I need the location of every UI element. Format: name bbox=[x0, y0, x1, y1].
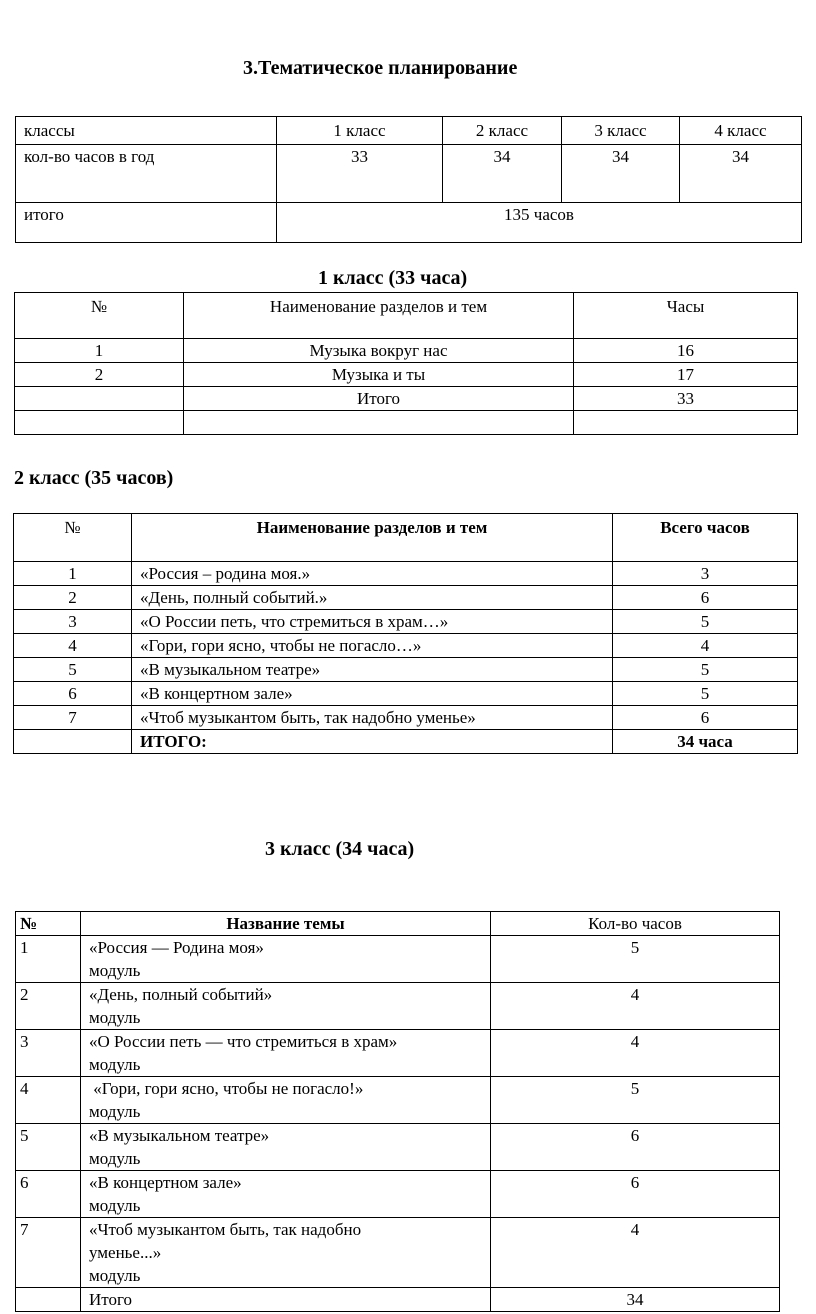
row-name: «День, полный событий» bbox=[89, 985, 273, 1004]
summary-total-label: итого bbox=[16, 203, 277, 243]
grade3-total-hours: 34 bbox=[491, 1288, 780, 1312]
grade2-total-label: ИТОГО: bbox=[132, 730, 613, 754]
row-num: 4 bbox=[14, 634, 132, 658]
row-num: 1 bbox=[16, 936, 81, 983]
row-num: 6 bbox=[14, 682, 132, 706]
table-row bbox=[16, 1030, 780, 1077]
summary-table bbox=[15, 116, 802, 243]
row-num: 2 bbox=[16, 983, 81, 1030]
row-hours: 5 bbox=[491, 936, 780, 983]
row-hours: 3 bbox=[613, 562, 798, 586]
row-num: 5 bbox=[14, 658, 132, 682]
row-num: 7 bbox=[14, 706, 132, 730]
page-title: 3.Тематическое планирование bbox=[243, 57, 518, 79]
table-row bbox=[14, 634, 798, 658]
table-row bbox=[15, 339, 798, 363]
summary-header-row bbox=[16, 117, 802, 145]
grade1-header-num: № bbox=[15, 293, 184, 339]
table-row bbox=[14, 610, 798, 634]
summary-hours-label: кол-во часов в год bbox=[16, 145, 277, 203]
row-name: «О России петь, что стремиться в храм…» bbox=[132, 610, 613, 634]
grade1-total-label: Итого bbox=[184, 387, 574, 411]
row-num: 3 bbox=[16, 1030, 81, 1077]
empty-cell bbox=[184, 411, 574, 435]
row-name: Музыка вокруг нас bbox=[184, 339, 574, 363]
table-row bbox=[16, 1124, 780, 1171]
summary-header-cell: классы bbox=[16, 117, 277, 145]
row-name: «Чтоб музыкантом быть, так надобно уменье» bbox=[132, 706, 613, 730]
grade3-header-num: № bbox=[16, 912, 81, 936]
empty-cell bbox=[574, 411, 798, 435]
summary-total-value: 135 часов bbox=[277, 203, 802, 243]
row-hours: 4 bbox=[491, 1218, 780, 1288]
row-hours: 4 bbox=[613, 634, 798, 658]
summary-header-cell: 3 класс bbox=[562, 117, 680, 145]
row-module: модуль bbox=[89, 1008, 141, 1027]
row-hours: 5 bbox=[613, 658, 798, 682]
empty-cell bbox=[15, 387, 184, 411]
row-hours: 4 bbox=[491, 983, 780, 1030]
row-name: «Россия – родина моя.» bbox=[132, 562, 613, 586]
row-name: «Чтоб музыкантом быть, так надобно bbox=[89, 1220, 362, 1239]
summary-hours-row bbox=[16, 145, 802, 203]
row-num: 1 bbox=[15, 339, 184, 363]
row-hours: 6 bbox=[613, 586, 798, 610]
row-module: модуль bbox=[89, 1055, 141, 1074]
row-num: 5 bbox=[16, 1124, 81, 1171]
summary-hours-cell: 33 bbox=[277, 145, 443, 203]
summary-total-row bbox=[16, 203, 802, 243]
summary-hours-cell: 34 bbox=[680, 145, 802, 203]
grade3-title: 3 класс (34 часа) bbox=[265, 838, 415, 860]
grade1-header-name: Наименование разделов и тем bbox=[184, 293, 574, 339]
row-num: 4 bbox=[16, 1077, 81, 1124]
grade1-table bbox=[14, 292, 798, 435]
row-name: Музыка и ты bbox=[184, 363, 574, 387]
table-row bbox=[15, 363, 798, 387]
empty-row bbox=[15, 411, 798, 435]
row-hours: 5 bbox=[491, 1077, 780, 1124]
row-num: 3 bbox=[14, 610, 132, 634]
grade3-header-name: Название темы bbox=[81, 912, 491, 936]
table-row bbox=[14, 658, 798, 682]
summary-hours-cell: 34 bbox=[443, 145, 562, 203]
grade2-title: 2 класс (35 часов) bbox=[14, 467, 174, 489]
grade3-header-row bbox=[16, 912, 780, 936]
row-module: модуль bbox=[89, 1102, 141, 1121]
table-row bbox=[14, 706, 798, 730]
row-hours: 4 bbox=[491, 1030, 780, 1077]
summary-header-cell: 4 класс bbox=[680, 117, 802, 145]
table-row bbox=[14, 682, 798, 706]
grade3-total-row bbox=[16, 1288, 780, 1312]
row-name: «Россия — Родина моя» bbox=[89, 938, 264, 957]
table-row bbox=[16, 983, 780, 1030]
table-row bbox=[14, 562, 798, 586]
row-name-continued: уменье...» bbox=[89, 1243, 162, 1262]
row-hours: 6 bbox=[491, 1171, 780, 1218]
grade2-header-name: Наименование разделов и тем bbox=[132, 514, 613, 562]
row-hours: 6 bbox=[491, 1124, 780, 1171]
grade2-header-num: № bbox=[14, 514, 132, 562]
table-row bbox=[14, 586, 798, 610]
row-name: «О России петь — что стремиться в храм» bbox=[89, 1032, 398, 1051]
row-hours: 5 bbox=[613, 682, 798, 706]
grade1-total-row bbox=[15, 387, 798, 411]
row-name: «Гори, гори ясно, чтобы не погасло…» bbox=[132, 634, 613, 658]
grade1-header-hours: Часы bbox=[574, 293, 798, 339]
grade2-table bbox=[13, 513, 798, 754]
grade1-title: 1 класс (33 часа) bbox=[318, 267, 468, 289]
table-row bbox=[16, 1171, 780, 1218]
grade3-table bbox=[15, 911, 780, 1312]
empty-cell bbox=[15, 411, 184, 435]
row-module: модуль bbox=[89, 961, 141, 980]
row-name: «В концертном зале» bbox=[132, 682, 613, 706]
summary-header-cell: 2 класс bbox=[443, 117, 562, 145]
row-num: 7 bbox=[16, 1218, 81, 1288]
grade2-total-hours: 34 часа bbox=[613, 730, 798, 754]
row-name: «В концертном зале» bbox=[89, 1173, 242, 1192]
row-name: «Гори, гори ясно, чтобы не погасло!» bbox=[89, 1079, 364, 1098]
grade3-total-label: Итого bbox=[81, 1288, 491, 1312]
row-name: «В музыкальном театре» bbox=[89, 1126, 270, 1145]
grade1-header-row bbox=[15, 293, 798, 339]
grade2-header-hours: Всего часов bbox=[613, 514, 798, 562]
empty-cell bbox=[14, 730, 132, 754]
row-num: 6 bbox=[16, 1171, 81, 1218]
table-row bbox=[16, 1077, 780, 1124]
row-name: «В музыкальном театре» bbox=[132, 658, 613, 682]
grade2-header-row bbox=[14, 514, 798, 562]
table-row bbox=[16, 936, 780, 983]
row-num: 2 bbox=[15, 363, 184, 387]
row-module: модуль bbox=[89, 1149, 141, 1168]
row-num: 2 bbox=[14, 586, 132, 610]
row-module: модуль bbox=[89, 1196, 141, 1215]
grade1-total-hours: 33 bbox=[574, 387, 798, 411]
table-row bbox=[16, 1218, 780, 1288]
summary-header-cell: 1 класс bbox=[277, 117, 443, 145]
empty-cell bbox=[16, 1288, 81, 1312]
row-num: 1 bbox=[14, 562, 132, 586]
grade3-header-hours: Кол-во часов bbox=[491, 912, 780, 936]
grade2-total-row bbox=[14, 730, 798, 754]
row-hours: 16 bbox=[574, 339, 798, 363]
row-hours: 5 bbox=[613, 610, 798, 634]
row-hours: 17 bbox=[574, 363, 798, 387]
row-module: модуль bbox=[89, 1266, 141, 1285]
row-name: «День, полный событий.» bbox=[132, 586, 613, 610]
summary-hours-cell: 34 bbox=[562, 145, 680, 203]
row-hours: 6 bbox=[613, 706, 798, 730]
